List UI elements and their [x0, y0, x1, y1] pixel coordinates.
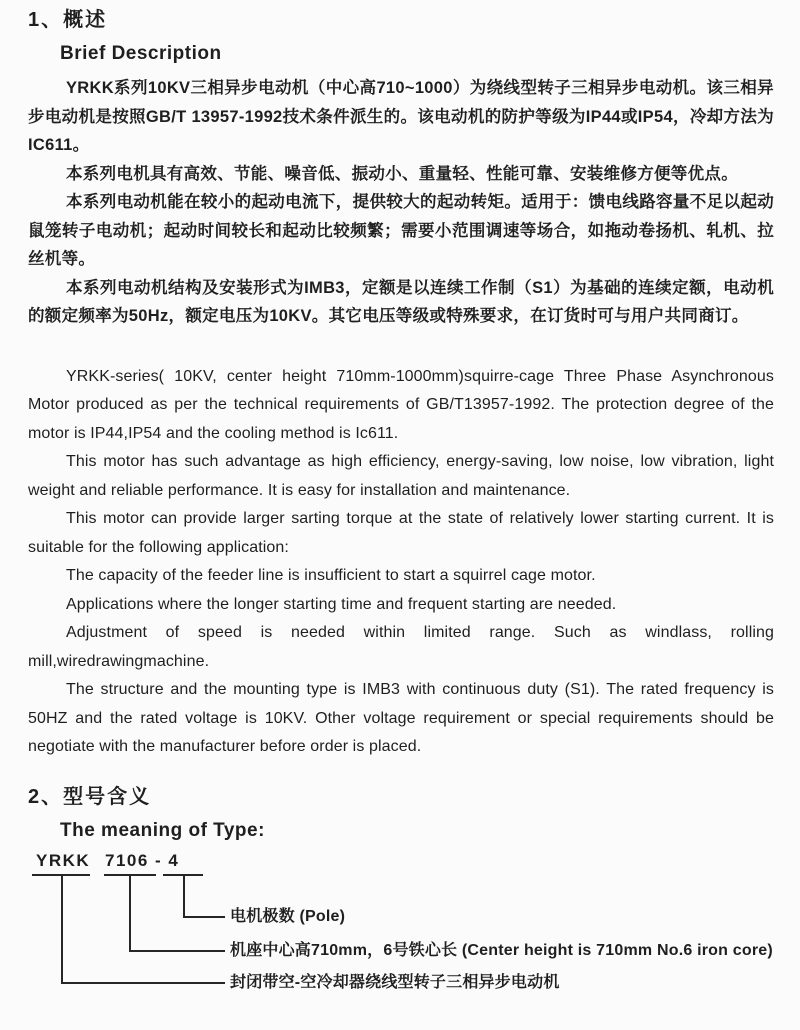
diagram-label-frame: 机座中心高710mm，6号铁心长 (Center height is 710mm No.6 iron core): [230, 941, 773, 959]
connector-line-horizontal-series: [61, 982, 225, 984]
type-code-frame: 7106 - 4: [105, 850, 180, 870]
section-1-heading-cn: 1、概述: [28, 9, 108, 31]
paragraph-cn-1: YRKK系列10KV三相异步电动机（中心高710~1000）为绕线型转子三相异步电动机。该三相异步电动机是按照GB/T 13957-1992技术条件派生的。该电动机的防护等级为IP44或IP54，冷却方法为IC611。: [28, 79, 774, 154]
paragraph-en-5: Applications where the longer starting time and frequent starting are needed.: [66, 595, 617, 613]
paragraph-en-7: The structure and the mounting type is IMB3 with continuous duty (S1). The rated frequency is 50HZ and the rated voltage is 10KV. Other voltage requirement or special requirements should be negotiate with the manufacturer before order is placed.: [28, 681, 774, 755]
paragraph-en-1: YRKK-series( 10KV, center height 710mm-1000mm)squirre-cage Three Phase Asynchronous Motor produced as per the technical requirements of GB/T13957-1992. The protection degree of the motor is IP44,IP54 and the cooling method is Ic611.: [28, 367, 774, 442]
paragraph-en-2: This motor has such advantage as high efficiency, energy-saving, low noise, low vibration, light weight and reliable performance. It is easy for installation and maintenance.: [28, 453, 774, 499]
paragraph-cn-3: 本系列电动机能在较小的起动电流下，提供较大的起动转矩。适用于：馈电线路容量不足以起动鼠笼转子电动机；起动时间较长和起动比较频繁；需要小范围调速等场合，如拖动卷扬机、轧机、拉丝机等。: [28, 193, 774, 268]
section-1-heading-en: Brief Description: [60, 43, 222, 64]
paragraph-en-4: The capacity of the feeder line is insufficient to start a squirrel cage motor.: [66, 567, 596, 584]
paragraph-cn-2: 本系列电机具有高效、节能、噪音低、振动小、重量轻、性能可靠、安装维修方便等优点。: [66, 164, 738, 183]
chinese-paragraph-block: [28, 74, 774, 331]
paragraph-cn-4: 本系列电动机结构及安装形式为IMB3，定额是以连续工作制（S1）为基础的连续定额，电动机的额定频率为50Hz，额定电压为10KV。其它电压等级或特殊要求，在订货时可与用户共同商订。: [28, 278, 774, 325]
english-paragraph-block: [28, 363, 774, 762]
type-designation-diagram: [28, 849, 774, 1001]
connector-line-vertical-series: [61, 874, 63, 984]
paragraph-en-6: Adjustment of speed is needed within limited range. Such as windlass, rolling mill,wiredrawingmachine.: [28, 624, 774, 670]
paragraph-en-3: This motor can provide larger sarting torque at the state of relatively lower starting current. It is suitable for the following application:: [28, 510, 774, 556]
connector-line-vertical-pole: [183, 874, 185, 918]
section-2-heading-en: The meaning of Type:: [60, 819, 265, 841]
diagram-label-series: 封闭带空-空冷却器绕线型转子三相异步电动机: [230, 973, 560, 991]
section-2-heading-cn: 2、型号含义: [28, 785, 152, 808]
connector-line-horizontal-frame: [129, 950, 225, 952]
diagram-label-pole: 电机极数 (Pole): [230, 907, 346, 925]
connector-line-horizontal-pole: [183, 916, 225, 918]
type-code-series: YRKK: [36, 850, 91, 870]
connector-line-vertical-frame: [129, 874, 131, 952]
